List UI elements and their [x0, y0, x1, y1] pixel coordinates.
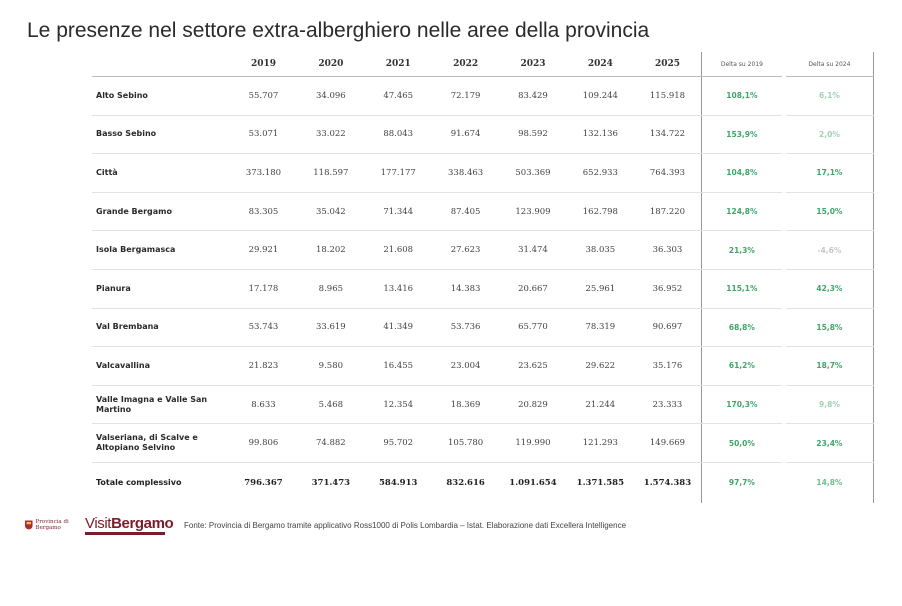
delta-2019-value: 115,1%	[701, 269, 783, 308]
delta-2024-value: 15,8%	[784, 308, 874, 347]
presence-value: 53.743	[230, 308, 297, 347]
presence-value: 1.091.654	[499, 462, 566, 503]
presence-value: 98.592	[499, 115, 566, 154]
area-name: Totale complessivo	[92, 462, 230, 503]
presence-value: 373.180	[230, 154, 297, 193]
presence-value: 29.622	[567, 347, 634, 386]
presence-value: 21.244	[567, 385, 634, 424]
presence-value: 88.043	[365, 115, 432, 154]
table-row	[92, 385, 874, 424]
presence-value: 132.136	[567, 115, 634, 154]
delta-2024-value: 6,1%	[784, 77, 874, 116]
year-column-header: 2023	[499, 52, 566, 77]
presence-value: 118.597	[297, 154, 364, 193]
presence-value: 23.333	[634, 385, 701, 424]
presence-value: 21.608	[365, 231, 432, 270]
presence-value: 34.096	[297, 77, 364, 116]
presence-value: 764.393	[634, 154, 701, 193]
delta-2024-value: -4,6%	[784, 231, 874, 270]
presence-value: 35.042	[297, 192, 364, 231]
delta-2024-header: Delta su 2024	[784, 52, 874, 77]
presence-value: 38.035	[567, 231, 634, 270]
presence-value: 90.697	[634, 308, 701, 347]
presence-value: 177.177	[365, 154, 432, 193]
delta-2024-value: 42,3%	[784, 269, 874, 308]
table-row	[92, 192, 874, 231]
presence-value: 584.913	[365, 462, 432, 503]
table-row	[92, 424, 874, 463]
table-row	[92, 115, 874, 154]
presence-value: 78.319	[567, 308, 634, 347]
presence-value: 18.202	[297, 231, 364, 270]
presence-value: 53.736	[432, 308, 499, 347]
presence-value: 53.071	[230, 115, 297, 154]
presence-value: 95.702	[365, 424, 432, 463]
source-note: Fonte: Provincia di Bergamo tramite applicativo Ross1000 di Polis Lombardia – Istat. Elaborazione dati Excellera Intelligence	[184, 520, 627, 530]
presence-value: 99.806	[230, 424, 297, 463]
presence-value: 149.669	[634, 424, 701, 463]
delta-2024-value: 23,4%	[784, 424, 874, 463]
page-title: Le presenze nel settore extra-alberghiero nelle aree della provincia	[27, 19, 650, 42]
presence-value: 74.882	[297, 424, 364, 463]
year-column-header: 2024	[567, 52, 634, 77]
area-name: Basso Sebino	[92, 115, 230, 154]
presence-value: 47.465	[365, 77, 432, 116]
area-name: Val Brembana	[92, 308, 230, 347]
presence-value: 115.918	[634, 77, 701, 116]
presence-value: 832.616	[432, 462, 499, 503]
presence-value: 123.909	[499, 192, 566, 231]
area-name: Alto Sebino	[92, 77, 230, 116]
year-column-header: 2019	[230, 52, 297, 77]
delta-2019-value: 170,3%	[701, 385, 783, 424]
presence-value: 33.619	[297, 308, 364, 347]
delta-2024-value: 9,8%	[784, 385, 874, 424]
table-row	[92, 269, 874, 308]
presence-value: 8.633	[230, 385, 297, 424]
presence-value: 338.463	[432, 154, 499, 193]
presence-value: 36.303	[634, 231, 701, 270]
presence-value: 55.707	[230, 77, 297, 116]
area-name: Valle Imagna e Valle San Martino	[92, 385, 230, 424]
year-column-header: 2021	[365, 52, 432, 77]
presence-value: 14.383	[432, 269, 499, 308]
presence-value: 33.022	[297, 115, 364, 154]
presence-value: 8.965	[297, 269, 364, 308]
province-logo	[25, 519, 81, 531]
crest-icon	[25, 519, 33, 531]
table-row	[92, 77, 874, 116]
presence-value: 27.623	[432, 231, 499, 270]
presence-value: 21.823	[230, 347, 297, 386]
presence-value: 162.798	[567, 192, 634, 231]
area-name: Valseriana, di Scalve e Altopiano Selvino	[92, 424, 230, 463]
presence-value: 83.429	[499, 77, 566, 116]
presence-value: 20.829	[499, 385, 566, 424]
table-row	[92, 231, 874, 270]
presence-value: 12.354	[365, 385, 432, 424]
visitbergamo-logo	[85, 516, 173, 535]
presence-value: 17.178	[230, 269, 297, 308]
delta-2019-header: Delta su 2019	[701, 52, 783, 77]
presence-value: 652.933	[567, 154, 634, 193]
presence-value: 20.667	[499, 269, 566, 308]
delta-2024-value: 14,8%	[784, 462, 874, 503]
table-row	[92, 154, 874, 193]
presence-value: 1.371.585	[567, 462, 634, 503]
presence-value: 1.574.383	[634, 462, 701, 503]
delta-2024-value: 15,0%	[784, 192, 874, 231]
presence-value: 134.722	[634, 115, 701, 154]
area-name: Pianura	[92, 269, 230, 308]
presence-value: 71.344	[365, 192, 432, 231]
presence-value: 105.780	[432, 424, 499, 463]
delta-2019-value: 153,9%	[701, 115, 783, 154]
presence-value: 35.176	[634, 347, 701, 386]
presence-value: 5.468	[297, 385, 364, 424]
presence-value: 18.369	[432, 385, 499, 424]
visit-logo-prefix: Visit	[85, 514, 112, 532]
total-row	[92, 462, 874, 503]
presence-value: 31.474	[499, 231, 566, 270]
presence-value: 187.220	[634, 192, 701, 231]
presence-value: 796.367	[230, 462, 297, 503]
presence-value: 23.004	[432, 347, 499, 386]
presence-table-container	[92, 52, 874, 503]
presence-value: 23.625	[499, 347, 566, 386]
delta-2019-value: 50,0%	[701, 424, 783, 463]
presence-value: 29.921	[230, 231, 297, 270]
presence-value: 9.580	[297, 347, 364, 386]
province-logo-text: Provincia di Bergamo	[35, 519, 69, 531]
delta-2019-value: 21,3%	[701, 231, 783, 270]
delta-2019-value: 108,1%	[701, 77, 783, 116]
presence-value: 25.961	[567, 269, 634, 308]
table-row	[92, 347, 874, 386]
presence-value: 13.416	[365, 269, 432, 308]
presence-value: 16.455	[365, 347, 432, 386]
area-name: Valcavallina	[92, 347, 230, 386]
area-column-header	[92, 52, 230, 77]
presence-value: 503.369	[499, 154, 566, 193]
presence-value: 36.952	[634, 269, 701, 308]
presence-value: 72.179	[432, 77, 499, 116]
year-column-header: 2022	[432, 52, 499, 77]
table-header-row	[92, 52, 874, 77]
table-row	[92, 308, 874, 347]
presence-value: 65.770	[499, 308, 566, 347]
presence-table	[92, 52, 874, 503]
delta-2019-value: 68,8%	[701, 308, 783, 347]
area-name: Isola Bergamasca	[92, 231, 230, 270]
year-column-header: 2025	[634, 52, 701, 77]
presence-value: 83.305	[230, 192, 297, 231]
presence-value: 91.674	[432, 115, 499, 154]
presence-value: 87.405	[432, 192, 499, 231]
delta-2024-value: 18,7%	[784, 347, 874, 386]
presence-value: 121.293	[567, 424, 634, 463]
delta-2024-value: 17,1%	[784, 154, 874, 193]
presence-value: 371.473	[297, 462, 364, 503]
logo-underline	[85, 532, 165, 535]
year-column-header: 2020	[297, 52, 364, 77]
delta-2019-value: 61,2%	[701, 347, 783, 386]
delta-2019-value: 104,8%	[701, 154, 783, 193]
presence-value: 109.244	[567, 77, 634, 116]
footer	[25, 514, 885, 536]
visit-logo-name: Bergamo	[111, 514, 174, 532]
delta-2019-value: 124,8%	[701, 192, 783, 231]
delta-2024-value: 2,0%	[784, 115, 874, 154]
delta-2019-value: 97,7%	[701, 462, 783, 503]
presence-value: 41.349	[365, 308, 432, 347]
area-name: Grande Bergamo	[92, 192, 230, 231]
presence-value: 119.990	[499, 424, 566, 463]
area-name: Città	[92, 154, 230, 193]
